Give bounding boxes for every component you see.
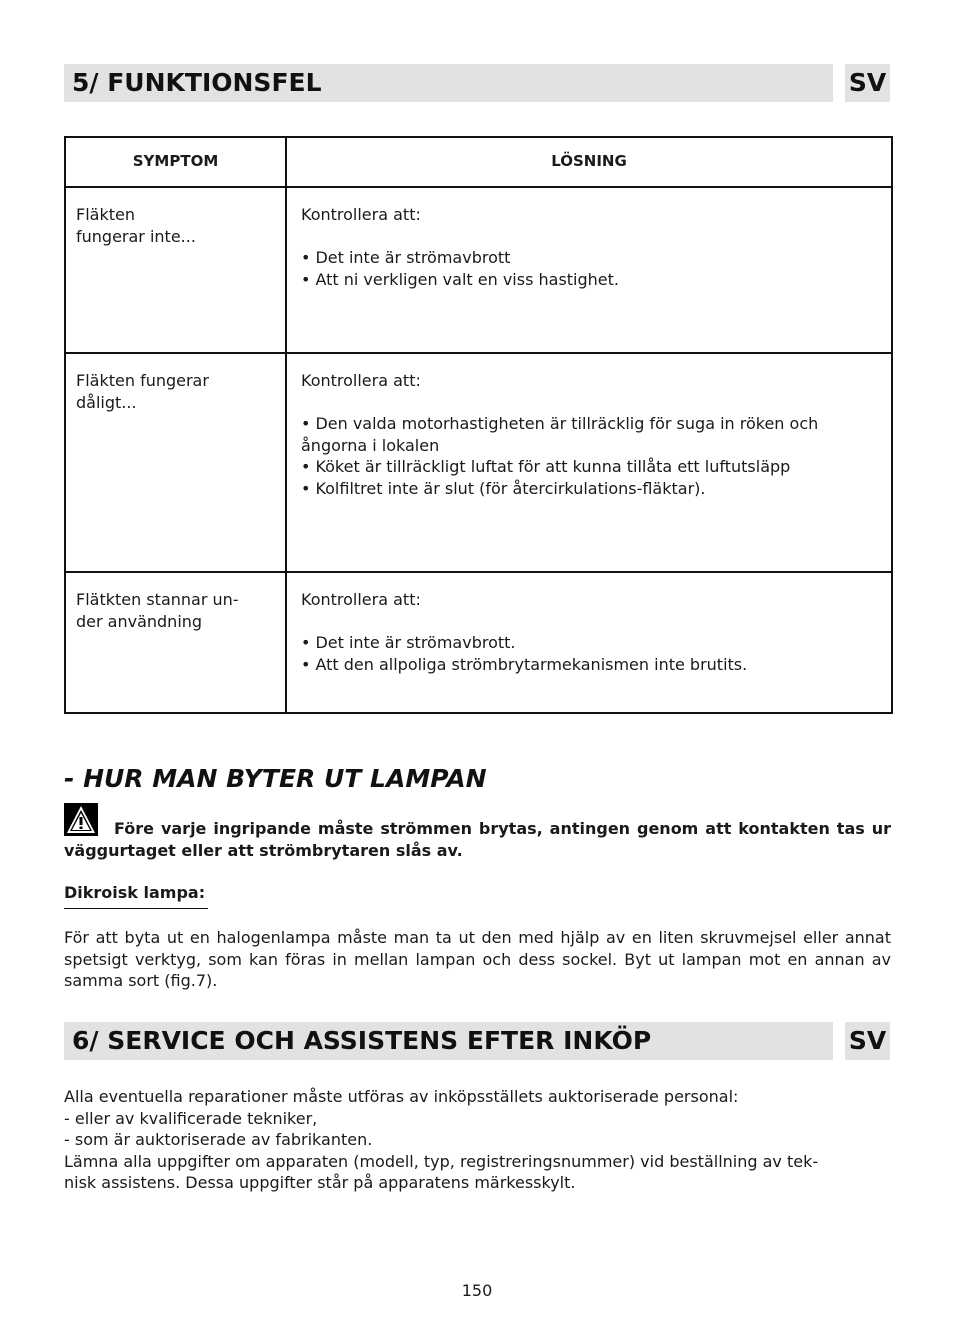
solution-list [301, 413, 881, 499]
troubleshooting-table [64, 136, 893, 714]
solution-cell [286, 572, 892, 713]
list-item: • Att ni verkligen valt en viss hastighet. [301, 269, 881, 291]
page-number: 150 [461, 1281, 493, 1300]
language-badge: SV [845, 64, 890, 102]
solution-list [301, 632, 881, 675]
list-item: • Det inte är strömavbrott. [301, 632, 881, 654]
lamp-instructions: För att byta ut en halogenlampa måste man ta ut den med hjälp av en liten skruvmejsel eller annat spetsigt verktyg, som kan föras in mellan lampan och dess sockel. Byt ut lampan mot en annan av samma sort (fig.7). [64, 928, 891, 990]
section-5-title: 5/ FUNKTIONSFEL [64, 64, 833, 102]
service-line: Alla eventuella reparationer måste utföras av inköpsställets auktoriserade personal: [64, 1087, 739, 1106]
list-item: • Kolfiltret inte är slut (för återcirkulations-fläktar). [301, 478, 881, 500]
dichroic-lamp-heading: Dikroisk lampa: [64, 882, 208, 909]
service-line: nisk assistens. Dessa uppgifter står på apparatens märkesskylt. [64, 1173, 576, 1192]
solution-intro: Kontrollera att: [301, 371, 421, 390]
table-row [65, 353, 892, 572]
warning-text: Före varje ingripande måste strömmen brytas, antingen genom att kontakten tas ur väggurtaget eller att strömbrytaren slås av. [64, 819, 891, 860]
list-item: • Att den allpoliga strömbrytarmekanismen inte brutits. [301, 654, 881, 676]
list-item: • Den valda motorhastigheten är tillräcklig för suga in röken och ångorna i lokalen [301, 413, 881, 456]
table-header-row [65, 137, 892, 187]
list-item: • Det inte är strömavbrott [301, 247, 881, 269]
solution-cell [286, 353, 892, 572]
symptom-cell: Fläkten fungerar dåligt... [65, 353, 286, 572]
solution-intro: Kontrollera att: [301, 590, 421, 609]
service-line: - som är auktoriserade av fabrikanten. [64, 1130, 373, 1149]
service-text [64, 1086, 891, 1194]
lamp-section-title: - HUR MAN BYTER UT LAMPAN [64, 764, 487, 793]
section-6-title: 6/ SERVICE OCH ASSISTENS EFTER INKÖP [64, 1022, 833, 1060]
language-badge: SV [845, 1022, 890, 1060]
solution-cell [286, 187, 892, 353]
symptom-header: SYMPTOM [65, 137, 286, 187]
table-row [65, 187, 892, 353]
service-line: - eller av kvalificerade tekniker, [64, 1108, 318, 1128]
service-line: Lämna alla uppgifter om apparaten (modell, typ, registreringsnummer) vid beställning av tek- [64, 1151, 819, 1171]
list-item: • Köket är tillräckligt luftat för att kunna tillåta ett luftutsläpp [301, 456, 881, 478]
symptom-cell: Flätkten stannar un- der användning [65, 572, 286, 713]
solution-intro: Kontrollera att: [301, 205, 421, 224]
solution-header: LÖSNING [286, 137, 892, 187]
solution-list [301, 247, 881, 290]
symptom-cell: Fläkten fungerar inte... [65, 187, 286, 353]
table-row [65, 572, 892, 713]
